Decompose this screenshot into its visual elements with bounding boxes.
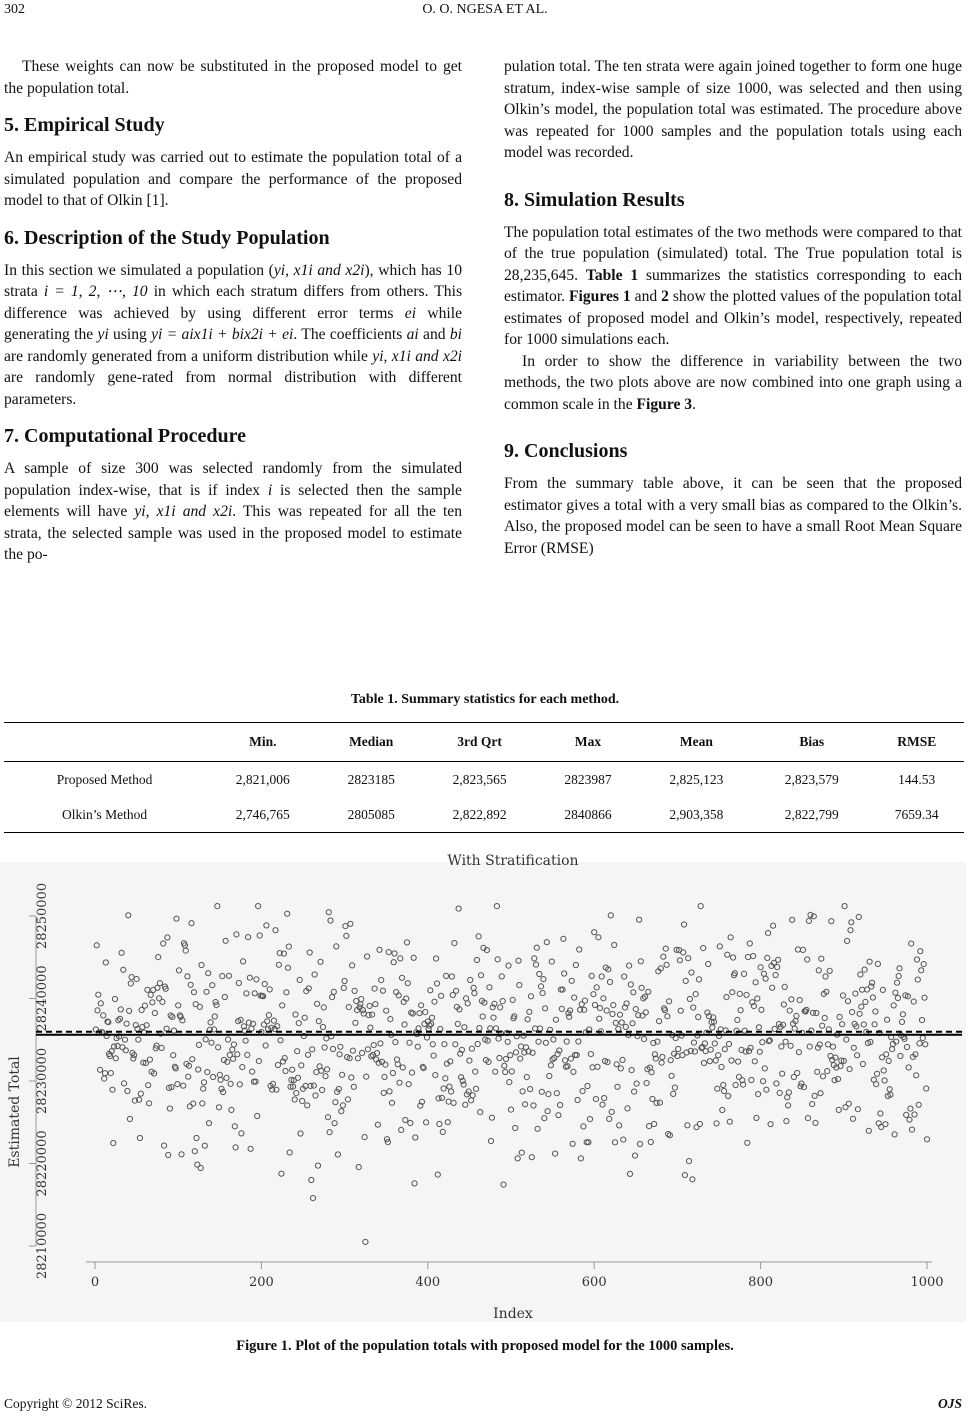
- x-tick-label: 600: [581, 1275, 607, 1290]
- y-tick-label: 28220000: [35, 1130, 50, 1197]
- math-yx: yi, x1i and x2i: [372, 347, 462, 365]
- text-run: The population total estimates of the two methods were compared to that of the true population (simulated) total. The True population total is 28,235,645.: [504, 223, 962, 284]
- text-run: ), which has 10 strata: [4, 261, 462, 300]
- text-run: in which each stratum differs from others. This difference was achieved by using different error terms: [4, 283, 463, 322]
- text-run: is selected then the sample elements will have: [4, 481, 462, 520]
- table-cell: 2823185: [347, 771, 395, 787]
- table-header-cell: Median: [320, 723, 421, 762]
- figure-ref: Figures 1: [569, 288, 631, 305]
- text-run: show the plotted values of the population total estimates of proposed model and Olkin’s model, respectively, repeated for 1000 simulations each.: [504, 288, 963, 348]
- math-error: ei: [404, 304, 417, 322]
- table-cell: 2840866: [537, 797, 638, 833]
- section-7-continued: pulation total. The ten strata were again joined together to form one huge stratum, index-wise sample of size 1000, was selected and then using Olkin’s model, the population total was estimated. The procedure above was repeated for 1000 samples and the population totals using each model was recorded.: [504, 58, 962, 161]
- left-column: [4, 56, 462, 566]
- text-run: using: [108, 326, 152, 343]
- y-tick-label: 28240000: [35, 965, 50, 1032]
- text-run: In order to show the difference in variability between the two methods, the two plots above are now combined into one graph using a common scale in the: [504, 352, 962, 413]
- math-equation: yi = aix1i + bix2i + ei: [151, 326, 294, 343]
- math-vars: yi, x1i and x2i: [273, 261, 365, 279]
- text-run: and: [418, 326, 450, 343]
- running-head: O. O. NGESA ET AL.: [422, 2, 548, 17]
- table-ref: Table 1: [585, 266, 639, 284]
- table-cell: 2,823,579: [784, 771, 839, 787]
- table-cell: 2,825,123: [669, 771, 724, 787]
- chart-title: With Stratification: [447, 853, 579, 869]
- section-8-title: 8. Simulation Results: [504, 188, 685, 211]
- y-axis-label: Estimated Total: [7, 1056, 23, 1168]
- figure-ref-2: 2: [661, 288, 669, 305]
- text-run: and: [630, 288, 662, 305]
- table-caption: Table 1. Summary statistics for each method.: [350, 692, 620, 707]
- text-run: are randomly generated from a uniform distribution while: [4, 347, 373, 365]
- table-header-cell: Min.: [205, 723, 320, 762]
- table-header-cell: Bias: [754, 723, 869, 762]
- page-number: 302: [4, 2, 25, 17]
- text-run: summarizes the statistics corresponding to each estimator.: [504, 266, 963, 305]
- right-column: [504, 56, 962, 559]
- math-a: ai: [406, 326, 419, 343]
- section-7-title: 7. Computational Procedure: [4, 425, 247, 447]
- math-strata: i = 1, 2, ⋯, 10: [43, 283, 148, 300]
- y-tick-label: 28250000: [35, 882, 50, 950]
- table-cell: 2823987: [564, 771, 612, 787]
- math-index: i: [267, 481, 273, 499]
- table-cell: 144.53: [898, 771, 936, 787]
- text-run: .: [692, 395, 697, 413]
- scatter-chart: [0, 838, 970, 1328]
- copyright: Copyright © 2012 SciRes.: [4, 1396, 148, 1411]
- text-run: A sample of size 300 was selected randomly from the simulated population index-wise, that is if index: [4, 460, 462, 499]
- journal-name: OJS: [937, 1396, 962, 1411]
- section-8-body: [504, 222, 962, 351]
- table-cell: 2,821,006: [235, 771, 290, 787]
- table-cell: Proposed Method: [56, 771, 153, 787]
- table-row: [4, 797, 964, 833]
- table-cell: 7659.34: [869, 797, 964, 833]
- table-header-cell: 3rd Qrt: [422, 723, 537, 762]
- table-cell: 2,903,358: [639, 797, 754, 833]
- section-7-body: [4, 458, 462, 566]
- section-6-body: [4, 260, 462, 411]
- page-header: [0, 0, 970, 24]
- text-run: In this section we simulated a population (: [4, 261, 274, 279]
- text-run: while generating the: [4, 304, 463, 343]
- x-tick-label: 400: [415, 1275, 441, 1290]
- section-8-body-2: [504, 351, 962, 416]
- table-header-cell: Mean: [639, 723, 754, 762]
- section-9-body: From the summary table above, it can be seen that the proposed estimator gives a total with a very small bias as compared to the Olkin’s. Also, the proposed model can be seen to have a small Root Mean Square Error (RMSE): [504, 475, 962, 557]
- figure-caption: Figure 1. Plot of the population totals with proposed model for the 1000 samples.: [236, 1338, 734, 1354]
- math-y: yi: [97, 326, 109, 343]
- plot-background: [0, 862, 966, 1322]
- section-5-body: An empirical study was carried out to estimate the population total of a simulated population and compare the performance of the proposed model to that of Olkin [1].: [4, 149, 462, 209]
- table-cell: 2805085: [320, 797, 421, 833]
- x-tick-label: 200: [248, 1275, 274, 1290]
- table-header-row: [4, 723, 964, 762]
- table-cell: 2,822,799: [754, 797, 869, 833]
- x-tick-label: 1000: [910, 1275, 944, 1290]
- table-cell: Olkin’s Method: [4, 797, 205, 833]
- text-run: are randomly gene-rated from normal distribution with different parameters.: [4, 369, 462, 408]
- section-5-title: 5. Empirical Study: [4, 114, 165, 136]
- table-row: [4, 762, 964, 798]
- text-run: . This was repeated for all the ten strata, the selected sample was used in the proposed model to estimate the po-: [4, 503, 462, 563]
- table-header-cell: [4, 723, 205, 762]
- math-sample-vars: yi, x1i and x2i: [134, 503, 233, 520]
- intro-paragraph: These weights can now be substituted in the proposed model to get the population total.: [4, 58, 462, 97]
- section-9-title: 9. Conclusions: [504, 440, 628, 462]
- table-cell: 2,746,765: [205, 797, 320, 833]
- x-axis-label: Index: [493, 1306, 533, 1322]
- y-tick-label: 28210000: [35, 1212, 50, 1280]
- table-header-cell: RMSE: [869, 723, 964, 762]
- figure-3-ref: Figure 3: [636, 395, 693, 413]
- x-tick-label: 800: [748, 1275, 774, 1290]
- table-cell: 2,823,565: [452, 771, 507, 787]
- x-tick-label: 0: [90, 1275, 100, 1290]
- math-b: bi: [449, 326, 463, 343]
- section-6-title: 6. Description of the Study Population: [4, 226, 330, 249]
- text-run: . The coefficients: [293, 326, 407, 343]
- table-header-cell: Max: [537, 723, 638, 762]
- table-cell: 2,822,892: [422, 797, 537, 833]
- summary-table: [4, 722, 964, 833]
- y-tick-label: 28230000: [35, 1047, 50, 1115]
